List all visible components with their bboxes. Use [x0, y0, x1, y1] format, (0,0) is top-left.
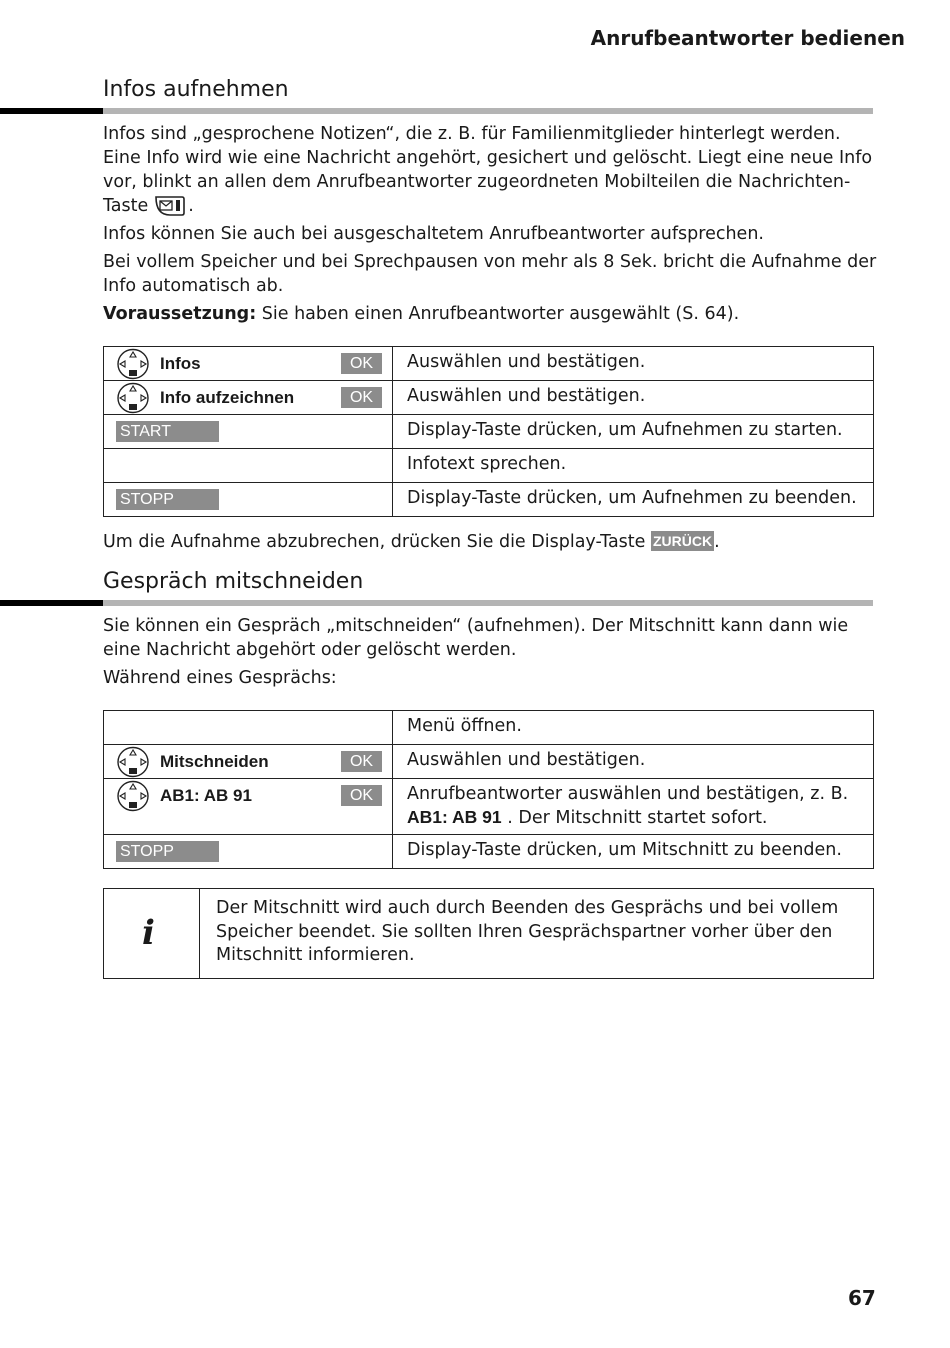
menu-item-label: Infos	[160, 353, 201, 373]
cancel-note-end: .	[714, 532, 720, 552]
section-heading-infos: Infos aufnehmen	[103, 77, 289, 102]
info-text: Der Mitschnitt wird auch durch Beenden des Gesprächs und bei vollem Speicher beendet. Sie sollten Ihren Gesprächspartner vorher über den Mitschnitt informieren.	[216, 898, 839, 965]
empty-cell	[104, 449, 393, 483]
section2-paragraph-1: Sie können ein Gespräch „mitschneiden“ (aufnehmen). Der Mitschnitt kann dann wie eine Nachricht abgehört oder gelöscht werden.	[103, 616, 849, 660]
table-row	[104, 381, 874, 415]
menu-item-label: AB1: AB 91	[160, 785, 252, 805]
cancel-note-text: Um die Aufnahme abzubrechen, drücken Sie die Display-Taste	[103, 532, 651, 552]
menu-item-label: Info aufzeichnen	[160, 387, 295, 407]
heading-rule-grey	[103, 108, 873, 114]
step-description: Display-Taste drücken, um Aufnehmen zu beenden.	[393, 483, 874, 517]
table-row	[104, 347, 874, 381]
table-row	[104, 745, 874, 779]
ok-key: OK	[341, 751, 382, 772]
display-key-start: START	[116, 421, 219, 442]
info-icon: i	[142, 913, 155, 953]
section-heading-mitschneiden: Gespräch mitschneiden	[103, 569, 364, 594]
step-description-text: Anrufbeantworter auswählen und bestätigen, z. B.	[407, 784, 849, 804]
step-description	[393, 779, 874, 835]
step-description: Menü öffnen.	[393, 711, 874, 745]
heading-rule-grey	[103, 600, 873, 606]
empty-cell	[104, 711, 393, 745]
table-row	[104, 449, 874, 483]
info-divider	[199, 889, 200, 978]
running-header: Anrufbeantworter bedienen	[590, 26, 905, 50]
step-description: Auswählen und bestätigen.	[393, 381, 874, 415]
navigation-key-icon	[116, 348, 150, 380]
step-description: Infotext sprechen.	[393, 449, 874, 483]
ok-key: OK	[341, 353, 382, 374]
message-key-icon	[154, 195, 186, 224]
heading-rule-black	[0, 600, 103, 606]
ok-key: OK	[341, 785, 382, 806]
page-number: 67	[848, 1286, 876, 1310]
prerequisite-text: Sie haben einen Anrufbeantworter ausgewählt (S. 64).	[256, 304, 740, 324]
display-key-zurueck: ZURÜCK	[653, 533, 713, 549]
heading-rule-black	[0, 108, 103, 114]
table-row	[104, 711, 874, 745]
prerequisite-label: Voraussetzung:	[103, 304, 257, 324]
table-row	[104, 415, 874, 449]
step-description-text-end: . Der Mitschnitt startet sofort.	[501, 808, 768, 828]
step-description: Auswählen und bestätigen.	[393, 347, 874, 381]
paragraph-3: Bei vollem Speicher und bei Sprechpausen von mehr als 8 Sek. bricht die Aufnahme der Info automatisch ab.	[103, 252, 877, 296]
navigation-key-icon	[116, 746, 150, 778]
navigation-key-icon	[116, 382, 150, 414]
menu-item-label: Mitschneiden	[160, 751, 269, 771]
steps-table-infos	[103, 346, 874, 517]
table-row	[104, 835, 874, 869]
intro-paragraph	[103, 122, 878, 224]
navigation-key-icon	[116, 780, 150, 812]
table-row	[104, 779, 874, 835]
intro-text: Infos sind „gesprochene Notizen“, die z. B. für Familienmitglieder hinterlegt werden. Eine Info wird wie eine Nachricht angehört, gesichert und gelöscht. Liegt eine neue Info vor, blinkt an allen dem Anrufbeantworter zugeordneten Mobilteilen die Nachrichten-Taste	[103, 124, 873, 216]
table-row	[104, 483, 874, 517]
prerequisite	[103, 302, 878, 326]
info-box	[103, 888, 874, 979]
cancel-note	[103, 530, 878, 554]
ok-key: OK	[341, 387, 382, 408]
steps-table-mitschneiden	[103, 710, 874, 869]
step-description: Auswählen und bestätigen.	[393, 745, 874, 779]
section2-paragraph-2: Während eines Gesprächs:	[103, 668, 337, 688]
step-description: Display-Taste drücken, um Mitschnitt zu beenden.	[393, 835, 874, 869]
paragraph-2: Infos können Sie auch bei ausgeschaltetem Anrufbeantworter aufsprechen.	[103, 224, 764, 244]
display-key-stopp: STOPP	[116, 841, 219, 862]
display-key-stopp: STOPP	[116, 489, 219, 510]
step-description: Display-Taste drücken, um Aufnehmen zu starten.	[393, 415, 874, 449]
example-label: AB1: AB 91	[407, 807, 502, 827]
intro-text-end: .	[188, 196, 194, 216]
